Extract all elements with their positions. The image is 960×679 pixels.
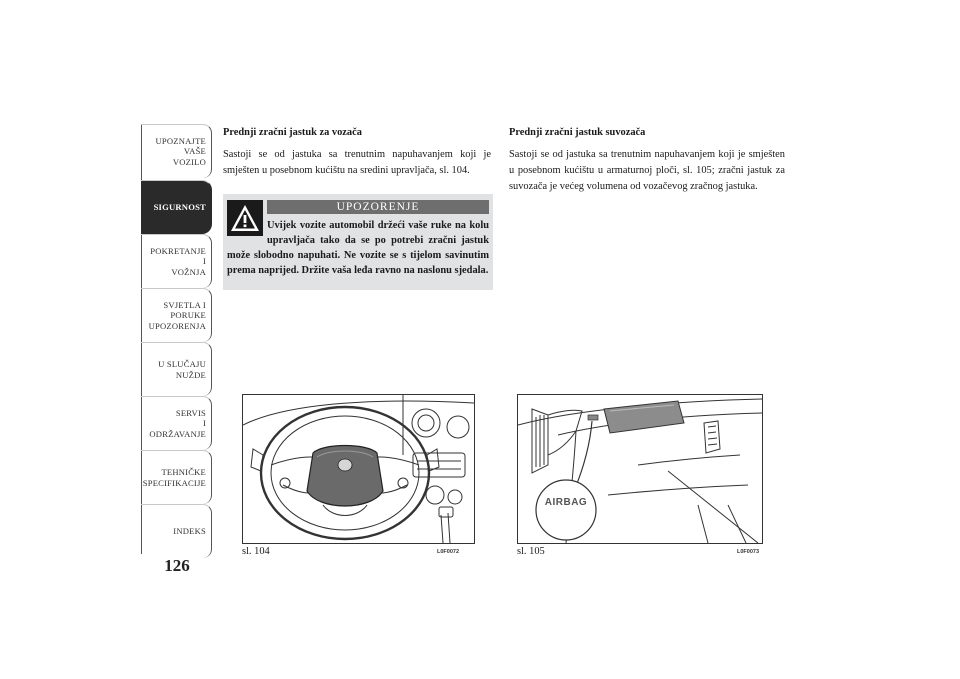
figure-steering-wheel	[242, 394, 475, 544]
figure-caption-104: sl. 104	[242, 546, 270, 557]
right-column	[509, 125, 785, 195]
section-heading-driver-airbag: Prednji zračni jastuk za vozača	[223, 127, 362, 138]
airbag-callout-label: AIRBAG	[544, 497, 588, 508]
nav-tab-svjetla[interactable]	[141, 288, 212, 342]
nav-tab-label: POKRETANJE I VOŽNJA	[150, 245, 206, 277]
figure-caption-105: sl. 105	[517, 546, 545, 557]
figure-passenger-dashboard	[517, 394, 763, 544]
steering-wheel-illustration	[243, 395, 474, 543]
nav-tab-label: TEHNIČKE SPECIFIKACIJE	[142, 467, 206, 488]
nav-tab-label: INDEKS	[173, 526, 206, 537]
warning-box	[223, 194, 493, 290]
nav-tab-label: U SLUČAJU NUŽDE	[158, 359, 206, 380]
left-column	[223, 125, 491, 179]
nav-tab-servis[interactable]	[141, 396, 212, 450]
nav-tab-u-slucaju[interactable]	[141, 342, 212, 396]
warning-title: UPOZORENJE	[267, 200, 489, 214]
nav-tab-label: SERVIS I ODRŽAVANJE	[149, 407, 206, 439]
nav-tab-upoznajte[interactable]	[141, 124, 212, 178]
driver-airbag-paragraph: Sastoji se od jastuka sa trenutnim napuhavanjem koji je smješten u posebnom kućištu na sredini upravljača, sl. 104.	[223, 149, 491, 176]
nav-tab-indeks[interactable]	[141, 504, 212, 558]
nav-tab-sigurnost[interactable]	[141, 180, 212, 234]
warning-text-block	[227, 218, 489, 278]
nav-tab-pokretanje[interactable]	[141, 234, 212, 288]
nav-tab-label: SVJETLA I PORUKE UPOZORENJA	[148, 299, 206, 331]
figure-code-105: L0F0073	[737, 549, 760, 555]
nav-tab-label: SIGURNOST	[153, 202, 206, 213]
page-number: 126	[164, 556, 190, 575]
nav-tab-label: UPOZNAJTE VAŠE VOZILO	[155, 135, 206, 167]
nav-tab-tehnicke[interactable]	[141, 450, 212, 504]
figure-code-104: L0F0072	[437, 549, 460, 555]
section-heading-passenger-airbag: Prednji zračni jastuk suvozača	[509, 127, 646, 138]
dashboard-illustration	[518, 395, 762, 543]
warning-text: Uvijek vozite automobil držeći vaše ruke na kolu upravljača tako da se po potrebi zračni jastuk može slobodno napuhati. Ne vozite se s tijelom savinutim prema naprijed. Držite vaša leđa ravno na naslonu sjedala.	[227, 220, 489, 276]
passenger-airbag-paragraph: Sastoji se od jastuka sa trenutnim napuhavanjem koji je smješten u posebnom kućištu u armaturnoj ploči, sl. 105; zračni jastuk za suvozača je većeg volumena od vozačevog zračnog jastuka.	[509, 149, 785, 192]
